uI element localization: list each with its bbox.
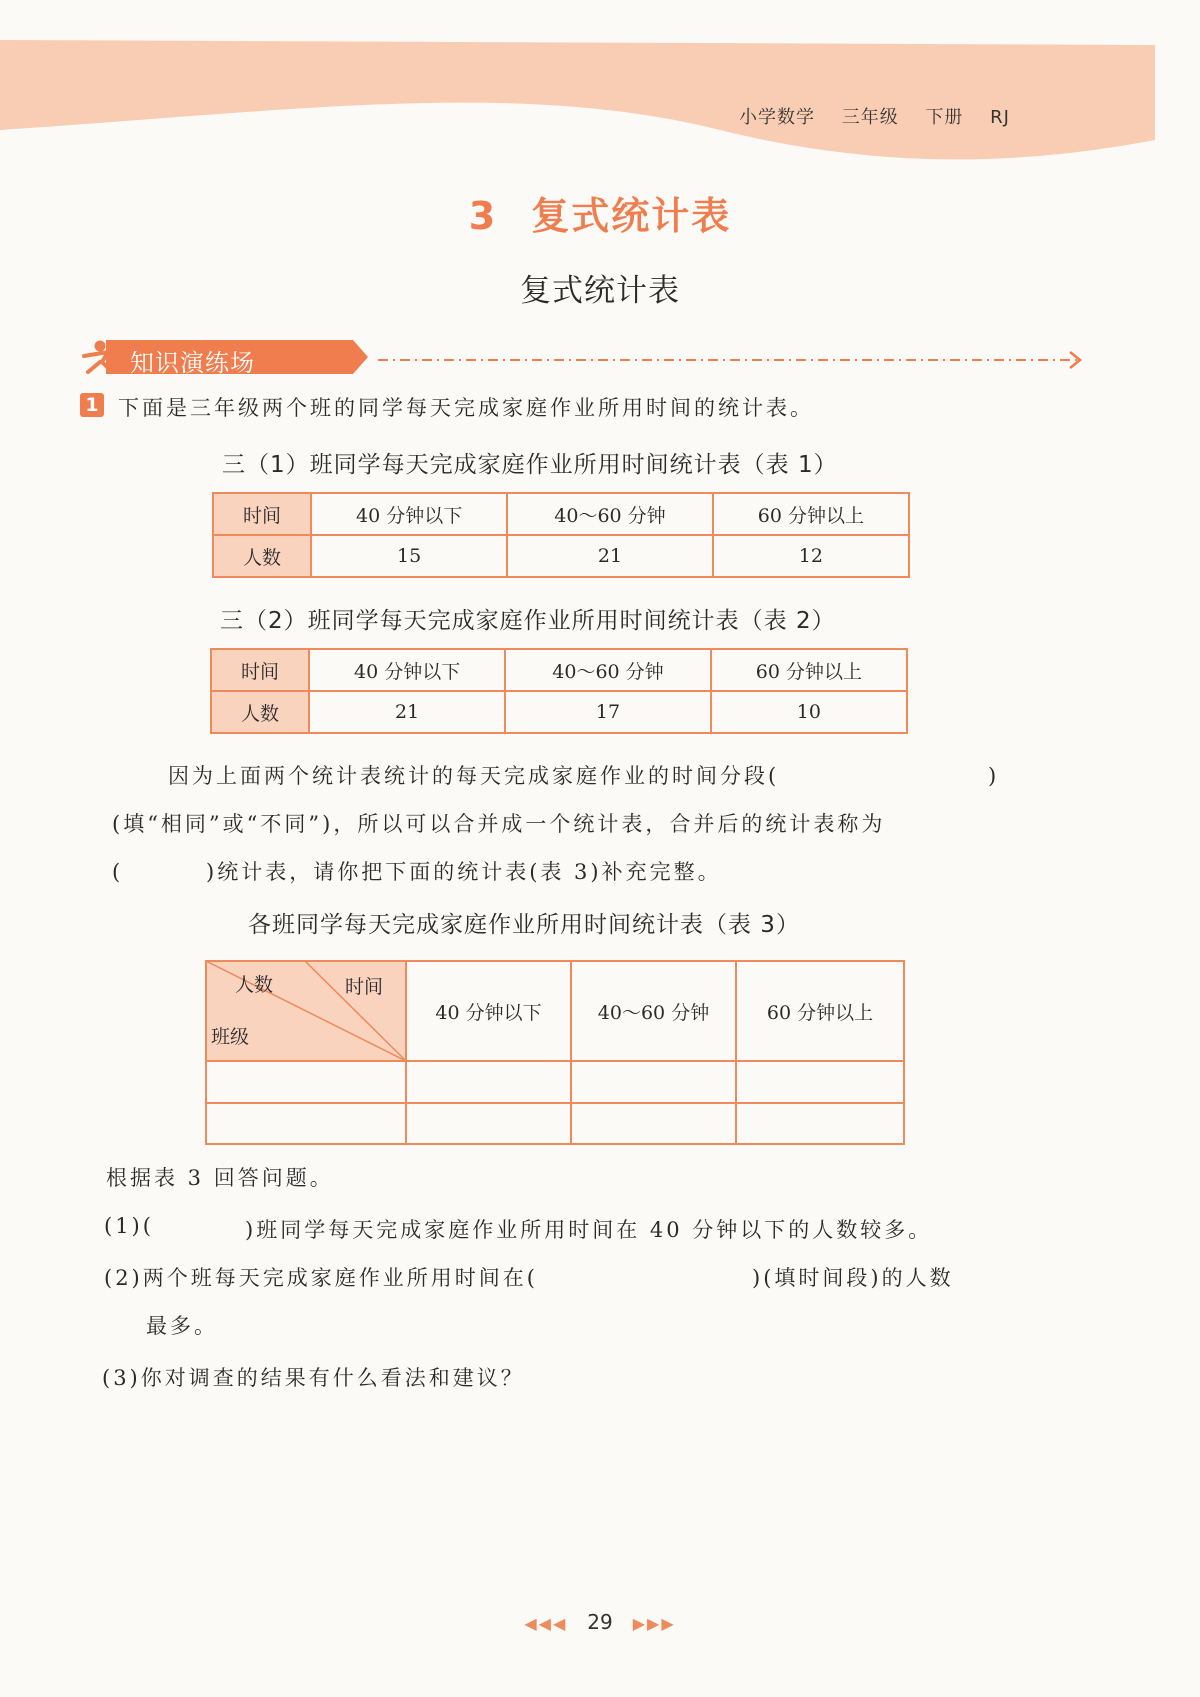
right-arrows-icon: ▶▶▶: [632, 1614, 676, 1633]
table3-diag-count: 人数: [235, 974, 274, 996]
page-footer: [0, 1610, 1200, 1634]
follow-up-instruction: 根据表 3 回答问题。: [106, 1166, 334, 1190]
paragraph-line-2: (填“相同”或“不同”)，所以可以合并成一个统计表，合并后的统计表称为: [112, 812, 886, 836]
table1-value-3: 12: [713, 535, 909, 577]
table1-row-header-time: 时间: [213, 493, 311, 535]
table3-diag-class: 班级: [211, 1026, 250, 1048]
sub-question-1-end: )班同学每天完成家庭作业所用时间在 40 分钟以下的人数较多。: [245, 1218, 933, 1242]
table3: [205, 960, 905, 1145]
lesson-title: 复式统计表: [520, 273, 680, 309]
header-band: [0, 0, 1200, 170]
page-number: 29: [587, 1610, 613, 1634]
book-info: [719, 103, 1010, 129]
section-tag: [78, 338, 1008, 378]
table1-value-1: 15: [311, 535, 507, 577]
table1: [212, 492, 910, 578]
chapter-number: 3: [468, 194, 498, 238]
blank-1-close: ): [988, 764, 1000, 788]
table2-value-2: 17: [505, 691, 711, 733]
table2-value-3: 10: [711, 691, 907, 733]
table1-row-header-count: 人数: [213, 535, 311, 577]
subject-label: 小学数学: [738, 107, 815, 128]
section-tag-label: 知识演练场: [130, 349, 255, 377]
table3-col-3: 60 分钟以上: [766, 1002, 874, 1024]
sub-question-2-line2: 最多。: [146, 1314, 218, 1338]
paragraph-line-3: )统计表，请你把下面的统计表(表 3)补充完整。: [206, 860, 722, 884]
volume-label: 下册: [925, 107, 964, 128]
table2-value-1: 21: [309, 691, 505, 733]
table2-col-2: 40～60 分钟: [505, 649, 711, 691]
left-arrows-icon: ◀◀◀: [524, 1614, 568, 1633]
table3-diag-time: 时间: [345, 976, 384, 998]
table2-col-1: 40 分钟以下: [309, 649, 505, 691]
paragraph-line-1: 因为上面两个统计表统计的每天完成家庭作业的时间分段(: [168, 764, 780, 788]
question-intro: 下面是三年级两个班的同学每天完成家庭作业所用时间的统计表。: [118, 396, 814, 420]
edition-label: RJ: [990, 107, 1010, 128]
table3-col-2: 40～60 分钟: [597, 1002, 710, 1024]
table1-col-1: 40 分钟以下: [311, 493, 507, 535]
table2: [210, 648, 908, 734]
table1-value-2: 21: [507, 535, 713, 577]
sub-question-2-start: (2)两个班每天完成家庭作业所用时间在(: [104, 1266, 538, 1290]
table3-col-1: 40 分钟以下: [435, 1002, 542, 1024]
sub-question-3: (3)你对调查的结果有什么看法和建议？: [102, 1366, 525, 1390]
table2-col-3: 60 分钟以上: [711, 649, 907, 691]
question-number-badge: 1: [80, 393, 104, 417]
table2-row-header-time: 时间: [211, 649, 309, 691]
sub-question-2-end: )(填时间段)的人数: [752, 1266, 954, 1290]
table2-caption: 三（2）班同学每天完成家庭作业所用时间统计表（表 2）: [220, 608, 836, 634]
chapter-title: [0, 185, 1200, 240]
table1-col-3: 60 分钟以上: [713, 493, 909, 535]
table3-caption: 各班同学每天完成家庭作业所用时间统计表（表 3）: [248, 912, 800, 938]
sub-question-1-start: (1)(: [104, 1214, 154, 1238]
grade-label: 三年级: [841, 107, 899, 128]
table1-col-2: 40～60 分钟: [507, 493, 713, 535]
table1-caption: 三（1）班同学每天完成家庭作业所用时间统计表（表 1）: [222, 452, 838, 478]
table2-row-header-count: 人数: [211, 691, 309, 733]
blank-2-open: (: [112, 860, 124, 884]
chapter-name: 复式统计表: [531, 194, 732, 238]
